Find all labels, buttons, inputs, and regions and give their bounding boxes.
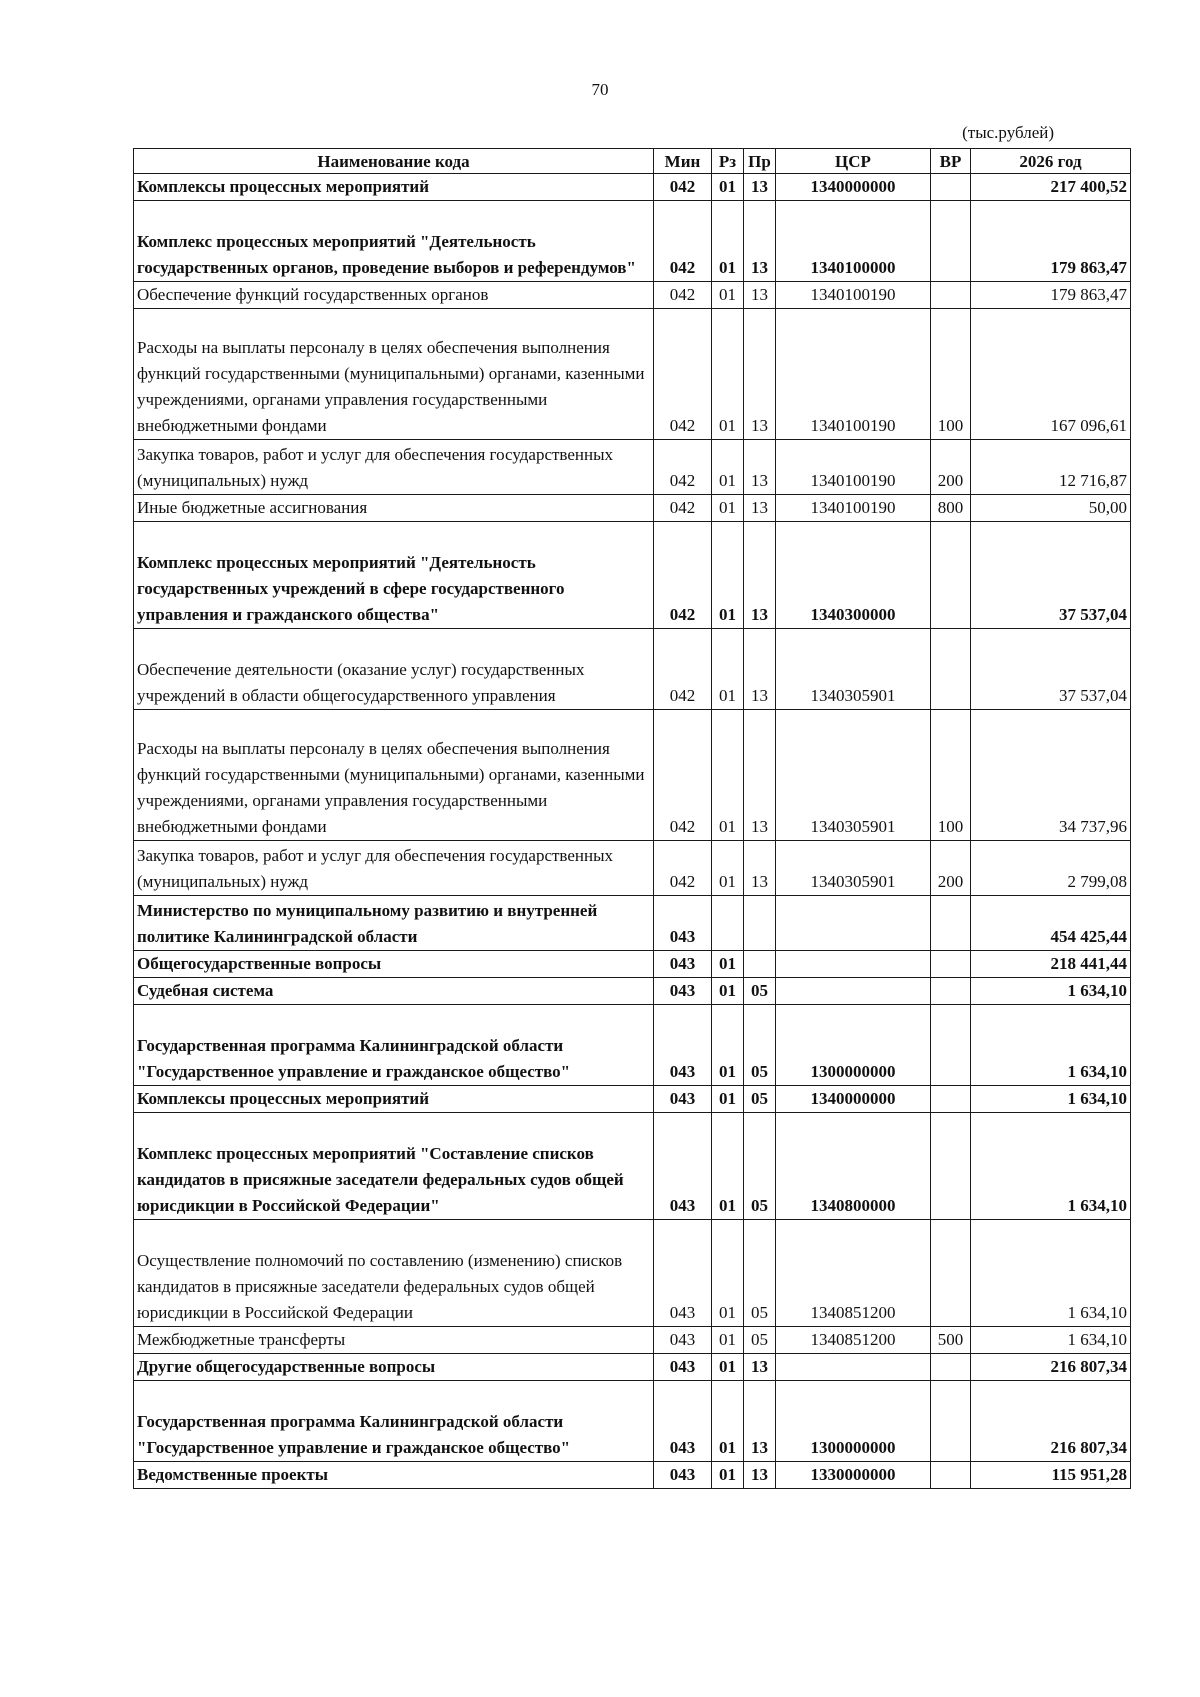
row-rz: 01 [712,1462,744,1489]
row-rz: 01 [712,1113,744,1220]
table-row [134,440,1131,495]
table-row [134,841,1131,896]
row-rz: 01 [712,174,744,201]
row-name: Ведомственные проекты [134,1462,654,1489]
row-min: 043 [654,1354,712,1381]
row-amount: 217 400,52 [971,174,1131,201]
row-pr: 13 [744,174,776,201]
row-csr: 1340100190 [776,440,931,495]
row-vr: 100 [931,710,971,841]
row-csr: 1340100000 [776,201,931,282]
row-vr [931,522,971,629]
table-row [134,710,1131,841]
row-amount: 1 634,10 [971,1005,1131,1086]
row-rz: 01 [712,282,744,309]
row-amount: 179 863,47 [971,201,1131,282]
table-row [134,495,1131,522]
row-vr: 200 [931,440,971,495]
row-name: Государственная программа Калининградской области "Государственное управление и гражданское общество" [134,1381,654,1462]
table-row [134,1220,1131,1327]
header-vr: ВР [931,149,971,174]
row-pr: 13 [744,1381,776,1462]
row-min: 043 [654,896,712,951]
row-min: 042 [654,495,712,522]
row-min: 042 [654,710,712,841]
table-row [134,1381,1131,1462]
row-rz: 01 [712,978,744,1005]
row-vr [931,282,971,309]
table-row [134,1086,1131,1113]
row-amount: 115 951,28 [971,1462,1131,1489]
row-vr [931,629,971,710]
header-name: Наименование кода [134,149,654,174]
row-pr [744,951,776,978]
row-min: 042 [654,522,712,629]
row-rz: 01 [712,710,744,841]
row-rz: 01 [712,1327,744,1354]
table-row [134,522,1131,629]
row-pr: 13 [744,1462,776,1489]
row-vr [931,1220,971,1327]
row-min: 042 [654,309,712,440]
row-min: 043 [654,1462,712,1489]
row-vr [931,1005,971,1086]
row-rz: 01 [712,951,744,978]
row-vr: 200 [931,841,971,896]
row-pr: 13 [744,1354,776,1381]
row-name: Общегосударственные вопросы [134,951,654,978]
row-pr [744,896,776,951]
row-name: Комплексы процессных мероприятий [134,174,654,201]
row-csr: 1340800000 [776,1113,931,1220]
row-amount: 34 737,96 [971,710,1131,841]
row-csr: 1340305901 [776,710,931,841]
row-vr [931,1354,971,1381]
row-min: 042 [654,841,712,896]
row-name: Закупка товаров, работ и услуг для обеспечения государственных (муниципальных) нужд [134,440,654,495]
row-csr [776,978,931,1005]
table-row [134,978,1131,1005]
row-pr: 13 [744,710,776,841]
row-csr: 1300000000 [776,1381,931,1462]
row-name: Расходы на выплаты персоналу в целях обеспечения выполнения функций государственными (муниципальными) органами, казенными учреждениями, органами управления государственными внебюджетными фондами [134,309,654,440]
row-pr: 05 [744,1005,776,1086]
header-rz: Рз [712,149,744,174]
row-rz [712,896,744,951]
row-rz: 01 [712,309,744,440]
row-min: 043 [654,1086,712,1113]
row-csr: 1340100190 [776,309,931,440]
row-amount: 37 537,04 [971,629,1131,710]
row-csr [776,896,931,951]
row-pr: 13 [744,522,776,629]
row-name: Комплекс процессных мероприятий "Составление списков кандидатов в присяжные заседатели федеральных судов общей юрисдикции в Российской Федерации" [134,1113,654,1220]
table-row [134,629,1131,710]
row-name: Комплекс процессных мероприятий "Деятельность государственных органов, проведение выборов и референдумов" [134,201,654,282]
units-label: (тыс.рублей) [962,123,1054,142]
row-rz: 01 [712,522,744,629]
row-csr: 1330000000 [776,1462,931,1489]
row-vr [931,978,971,1005]
row-rz: 01 [712,495,744,522]
row-rz: 01 [712,201,744,282]
row-rz: 01 [712,440,744,495]
row-rz: 01 [712,841,744,896]
row-name: Комплексы процессных мероприятий [134,1086,654,1113]
page-number: 70 [591,80,609,99]
row-name: Судебная система [134,978,654,1005]
row-amount: 216 807,34 [971,1354,1131,1381]
row-csr: 1340305901 [776,629,931,710]
row-vr [931,1462,971,1489]
row-csr: 1340300000 [776,522,931,629]
row-vr: 800 [931,495,971,522]
header-pr: Пр [744,149,776,174]
row-vr [931,1381,971,1462]
row-name: Межбюджетные трансферты [134,1327,654,1354]
table-row [134,1113,1131,1220]
row-amount: 1 634,10 [971,1086,1131,1113]
table-row [134,201,1131,282]
row-vr [931,174,971,201]
row-min: 043 [654,1005,712,1086]
row-pr: 13 [744,440,776,495]
row-amount: 218 441,44 [971,951,1131,978]
row-name: Осуществление полномочий по составлению (изменению) списков кандидатов в присяжные заседатели федеральных судов общей юрисдикции в Российской Федерации [134,1220,654,1327]
row-vr: 100 [931,309,971,440]
row-pr: 05 [744,1220,776,1327]
row-name: Другие общегосударственные вопросы [134,1354,654,1381]
row-min: 043 [654,1327,712,1354]
table-row [134,282,1131,309]
row-rz: 01 [712,629,744,710]
row-name: Закупка товаров, работ и услуг для обеспечения государственных (муниципальных) нужд [134,841,654,896]
row-amount: 50,00 [971,495,1131,522]
row-min: 043 [654,1220,712,1327]
table-row [134,896,1131,951]
table-row [134,1327,1131,1354]
row-name: Обеспечение функций государственных органов [134,282,654,309]
row-rz: 01 [712,1354,744,1381]
row-rz: 01 [712,1220,744,1327]
row-csr [776,951,931,978]
row-csr: 1340100190 [776,495,931,522]
row-csr: 1340305901 [776,841,931,896]
row-vr [931,951,971,978]
table-row [134,1354,1131,1381]
row-csr: 1300000000 [776,1005,931,1086]
row-vr [931,896,971,951]
row-vr [931,201,971,282]
row-pr: 13 [744,629,776,710]
row-min: 042 [654,282,712,309]
row-min: 042 [654,201,712,282]
row-csr: 1340100190 [776,282,931,309]
row-name: Иные бюджетные ассигнования [134,495,654,522]
row-rz: 01 [712,1086,744,1113]
row-min: 042 [654,629,712,710]
row-name: Комплекс процессных мероприятий "Деятельность государственных учреждений в сфере государственного управления и гражданского общества" [134,522,654,629]
row-min: 043 [654,978,712,1005]
row-amount: 12 716,87 [971,440,1131,495]
header-year: 2026 год [971,149,1131,174]
row-pr: 05 [744,1113,776,1220]
table-row [134,951,1131,978]
row-name: Государственная программа Калининградской области "Государственное управление и гражданское общество" [134,1005,654,1086]
row-amount: 454 425,44 [971,896,1131,951]
row-name: Обеспечение деятельности (оказание услуг) государственных учреждений в области общегосударственного управления [134,629,654,710]
row-pr: 05 [744,1086,776,1113]
row-pr: 05 [744,978,776,1005]
row-min: 042 [654,440,712,495]
table-header-row [134,149,1131,174]
row-csr: 1340851200 [776,1327,931,1354]
table-row [134,309,1131,440]
row-amount: 2 799,08 [971,841,1131,896]
row-min: 042 [654,174,712,201]
budget-table [133,148,1131,1489]
row-pr: 13 [744,495,776,522]
row-min: 043 [654,1381,712,1462]
row-rz: 01 [712,1005,744,1086]
row-csr: 1340000000 [776,1086,931,1113]
row-vr [931,1086,971,1113]
row-rz: 01 [712,1381,744,1462]
row-amount: 37 537,04 [971,522,1131,629]
row-csr: 1340851200 [776,1220,931,1327]
row-vr [931,1113,971,1220]
row-vr: 500 [931,1327,971,1354]
row-pr: 13 [744,841,776,896]
row-pr: 13 [744,201,776,282]
row-amount: 167 096,61 [971,309,1131,440]
header-min: Мин [654,149,712,174]
table-row [134,1005,1131,1086]
row-amount: 1 634,10 [971,1220,1131,1327]
row-name: Министерство по муниципальному развитию и внутренней политике Калининградской области [134,896,654,951]
row-pr: 05 [744,1327,776,1354]
row-amount: 1 634,10 [971,1327,1131,1354]
row-csr: 1340000000 [776,174,931,201]
row-amount: 1 634,10 [971,978,1131,1005]
row-name: Расходы на выплаты персоналу в целях обеспечения выполнения функций государственными (муниципальными) органами, казенными учреждениями, органами управления государственными внебюджетными фондами [134,710,654,841]
row-csr [776,1354,931,1381]
row-min: 043 [654,1113,712,1220]
table-row [134,174,1131,201]
row-amount: 1 634,10 [971,1113,1131,1220]
row-amount: 179 863,47 [971,282,1131,309]
row-min: 043 [654,951,712,978]
row-amount: 216 807,34 [971,1381,1131,1462]
row-pr: 13 [744,309,776,440]
header-csr: ЦСР [776,149,931,174]
table-row [134,1462,1131,1489]
row-pr: 13 [744,282,776,309]
